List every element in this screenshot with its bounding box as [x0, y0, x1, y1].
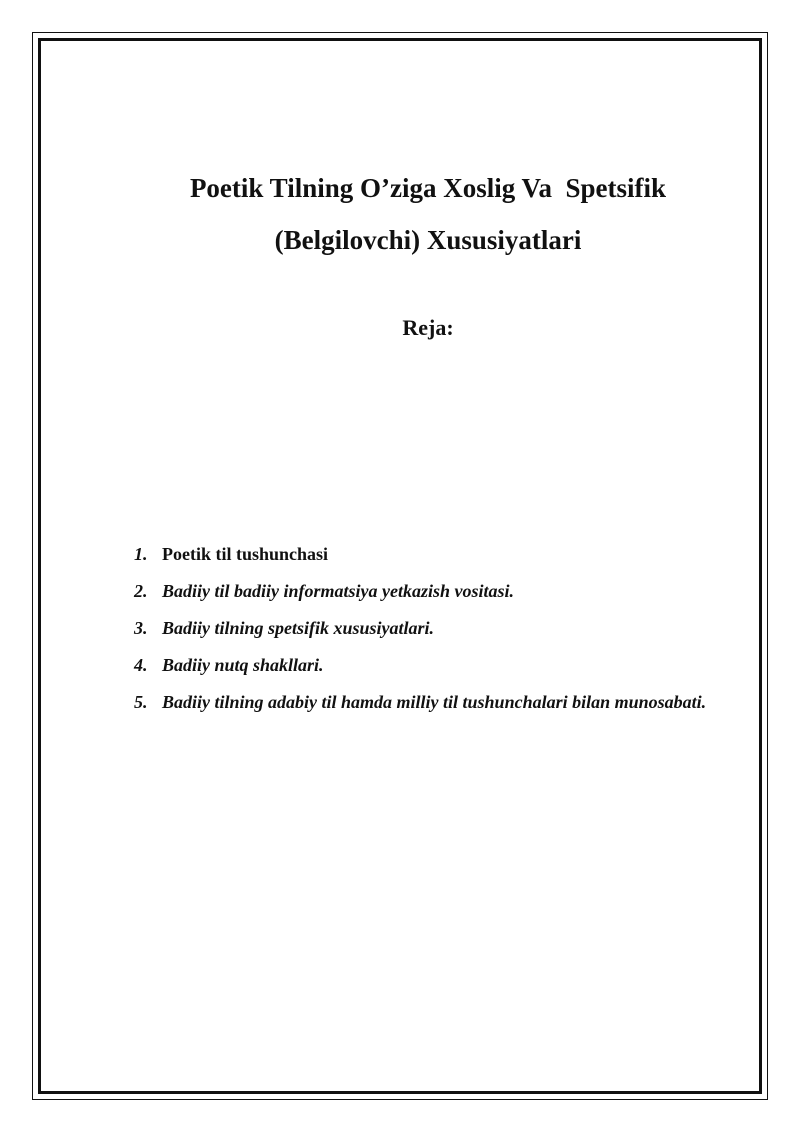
plan-item-number: 5. [134, 692, 148, 712]
plan-list [134, 536, 742, 721]
plan-item-3 [134, 610, 742, 647]
plan-item-number: 3. [134, 618, 148, 638]
plan-item-1 [134, 536, 742, 573]
plan-item-4 [134, 647, 742, 684]
plan-item-text: Badiiy nutq shakllari. [162, 655, 324, 675]
plan-heading: Reja: [402, 315, 454, 340]
plan-item-number: 2. [134, 581, 148, 601]
plan-item-5 [134, 684, 742, 721]
title-line-2: (Belgilovchi) Xususiyatlari [274, 225, 582, 255]
title-line-1: Poetik Tilning O’ziga Xoslig Va Spetsifik [189, 173, 667, 203]
document-title [80, 162, 776, 266]
plan-item-number: 1. [134, 544, 148, 564]
plan-item-text: Badiiy tilning spetsifik xususiyatlari. [162, 618, 435, 638]
plan-item-text: Badiiy tilning adabiy til hamda milliy til tushunchalari bilan munosabati. [162, 692, 707, 712]
plan-item-number: 4. [134, 655, 148, 675]
plan-item-text: Poetik til tushunchasi [162, 544, 329, 564]
plan-item-text: Badiiy til badiiy informatsiya yetkazish vositasi. [162, 581, 515, 601]
plan-item-2 [134, 573, 742, 610]
